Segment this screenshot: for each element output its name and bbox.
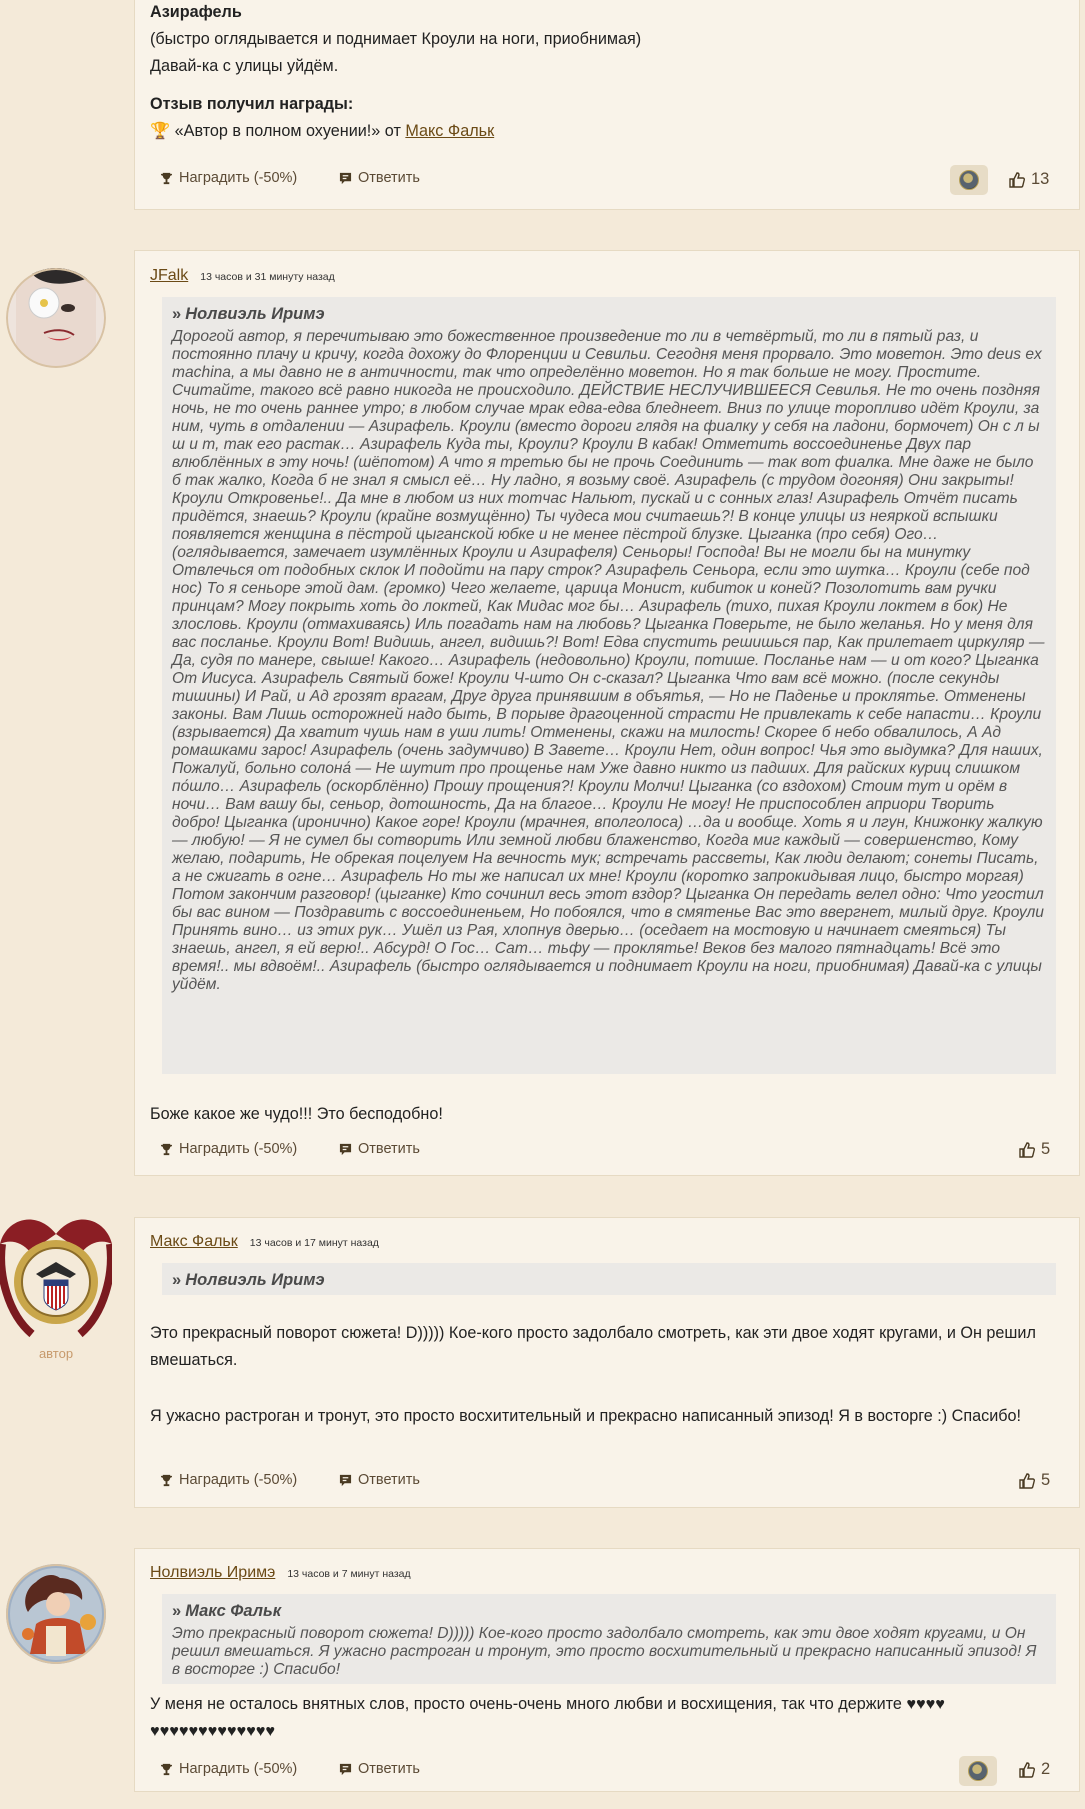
like-button[interactable] xyxy=(1019,1471,1050,1490)
quote-author-name: Макс Фальк xyxy=(185,1602,282,1620)
reply-label: Ответить xyxy=(358,1141,420,1157)
reply-button[interactable] xyxy=(339,1141,420,1157)
reply-icon xyxy=(339,172,352,185)
reply-label: Ответить xyxy=(358,1472,420,1488)
like-button[interactable] xyxy=(1009,170,1049,189)
comment-card xyxy=(134,1217,1080,1508)
timestamp: 13 часов и 31 минуту назад xyxy=(200,271,335,283)
awards-heading: Отзыв получил награды: xyxy=(150,95,354,113)
reply-icon xyxy=(339,1763,352,1776)
thumbs-up-icon xyxy=(1019,1142,1035,1158)
comment-card xyxy=(134,250,1080,1176)
comment-card xyxy=(134,1548,1080,1792)
like-count: 13 xyxy=(1031,170,1050,188)
like-button[interactable] xyxy=(1019,1760,1050,1779)
comment-line: Давай-ка с улицы уйдём. xyxy=(150,57,339,75)
quote-author: » Нолвиэль Иримэ xyxy=(172,1271,325,1289)
reply-label: Ответить xyxy=(358,1761,420,1777)
reward-label: Наградить (-50%) xyxy=(179,1141,298,1157)
reply-button[interactable] xyxy=(339,170,420,186)
reward-label: Наградить (-50%) xyxy=(179,170,298,186)
quote-author-name: Нолвиэль Иримэ xyxy=(185,305,325,323)
author-tag: автор xyxy=(38,1346,74,1361)
trophy-icon xyxy=(160,1143,173,1156)
comment-line: (быстро оглядывается и поднимает Кроули на ноги, приобнимая) xyxy=(150,30,642,48)
comment-header xyxy=(150,267,335,285)
award-from-link[interactable]: Макс Фальк xyxy=(405,122,495,140)
quote-text: Это прекрасный поворот сюжета! D))))) Кое-кого просто задолбало смотреть, как эти двое ходят кругами, и Он решил вмешаться. Я ужасно растроган и тронут, это просто восхитительный и прекрасно написанный эпизод! Я в восторге :) Спасибо! xyxy=(172,1625,1037,1678)
comment-text xyxy=(150,0,1055,80)
award-line xyxy=(150,118,1055,145)
comment-line: Азирафель xyxy=(150,3,242,21)
like-count: 2 xyxy=(1041,1760,1051,1778)
thumbs-up-icon xyxy=(1009,172,1025,188)
avatar[interactable] xyxy=(0,1214,112,1342)
comment-card xyxy=(134,0,1080,210)
thumbs-up-icon xyxy=(1019,1473,1035,1489)
trophy-icon xyxy=(160,1474,173,1487)
comment-header xyxy=(150,1233,379,1251)
awards-block xyxy=(150,91,1055,145)
reward-label: Наградить (-50%) xyxy=(179,1761,298,1777)
reply-button[interactable] xyxy=(339,1472,420,1488)
reward-button[interactable] xyxy=(160,1141,297,1157)
reply-label: Ответить xyxy=(358,170,420,186)
avatar[interactable] xyxy=(6,268,106,368)
comment-text: У меня не осталось внятных слов, просто очень-очень много любви и восхищения, так что держите ♥♥♥♥ ♥♥♥♥♥♥♥♥♥♥♥♥♥ xyxy=(150,1695,945,1740)
timestamp: 13 часов и 7 минут назад xyxy=(287,1568,411,1580)
reward-button[interactable] xyxy=(160,1472,297,1488)
award-text: «Автор в полном охуении!» от xyxy=(174,122,401,140)
reward-button[interactable] xyxy=(160,170,297,186)
username-link[interactable]: Нолвиэль Иримэ xyxy=(150,1564,276,1581)
username-link[interactable]: JFalk xyxy=(150,267,189,284)
reply-button[interactable] xyxy=(339,1761,420,1777)
quote-block xyxy=(162,1594,1056,1684)
like-count: 5 xyxy=(1041,1471,1051,1489)
medal-icon[interactable] xyxy=(950,165,988,195)
reply-icon xyxy=(339,1474,352,1487)
quote-author: » Макс Фальк xyxy=(172,1602,282,1620)
quote-text: Дорогой автор, я перечитываю это божественное произведение то ли в четвёртый, то ли в пятый раз, и постоянно плачу и кричу, когда дохожу до Флоренции и Севильи. Сегодня меня прорвало. Это моветон. Это deus ex machina, а мы давно не в античности, так что определённо моветон. Но я так больше не могу. Простите. Считайте, такого всё равно никогда не происходило. ДЕЙСТВИЕ НЕСЛУЧИВШЕЕСЯ Севилья. Не то очень поздняя ночь, не то очень раннее утро; в любом случае мрак едва-едва бледнеет. Вниз по улице торопливо идёт Кроули, за ним, чуть в отдалении — Азирафель. Кроули (вместо дороги глядя на фиалку у себя на ладони, бормочет) Он с л ы ш и т, так его растак… Азирафель Куда ты, Кроули? Кроули В кабак! Отметить воссоединенье Двух пар влюблённых в эту ночь! (шёпотом) А что я третью бы не прочь Соединить — так вот фиалка. Мне даже не было б так жалко, Когда б не знал я смысл её… Ну ладно, я возьму своё. Азирафель (с трудом догоняя) Они закрыты! Кроули Откровенье!.. Да мне в любом из них тотчас Нальют, пускай и с сонных глаз! Азирафель Отчёт писать придётся, знаешь? Кроули (крайне возмущённо) Ты чудеса мои считаешь?! В конце улицы из неяркой вспышки появляется женщина в пёстрой цыганской юбке и не менее пёстрой блузке. Цыганка (про себя) Ого… (оглядывается, замечает изумлённых Кроули и Азирафеля) Сеньоры! Господа! Вы не могли бы на минутку Отвлечься от подобных склок И подойти на пару строк? Азирафель Сеньора, если это шутка… Кроули (себе под нос) То я сеньоре этой дам. (громко) Чего желаете, царица Монист, кибиток и коней? Позолотить вам ручки принцам? Могу покрыть хоть до локтей, Как Мидас мог бы… Азирафель (тихо, пихая Кроули локтем в бок) Не злословь. Кроули (отмахиваясь) Иль погадать нам на любовь? Цыганка Поверьте, не было желанья. Но у меня для вас посланье. Кроули Вот! Видишь, ангел, видишь?! Вот! Едва спустить решишься пар, Как прилетает циркуляр — Да, судя по манере, свыше! Какого… Азирафель (недовольно) Кроули, потише. Посланье нам — и от кого? Цыганка От Иисуса. Азирафель Святый боже! Кроули Ч-што Он с-сказал? Цыганка Что вам всё можно. (после секунды тишины) И Рай, и Ад грозят врагам, Друг друга принявшим в объятья, — Но не Паденье и проклятье. Отменены законы. Вам Лишь осторожней надо быть, В порыве драгоценной страсти Не привлекать к себе напасти… Кроули (взрывается) Да хватит чушь нам в уши лить! Отменены, скажи на милость! Скорее б небо обвалилось, А Ад ромашками зарос! Азирафель (очень задумчиво) В Завете… Кроули Нет, один вопрос! Чья это выдумка? Для наших, Пожалуй, больно солона́ — Не шутит про прощенье нам Уже давно никто из падших. Для райских куриц слишком по́шло… Азирафель (оскорблённо) Прошу прощения?! Кроули Молчи! Цыганка (со вздохом) Стоим тут и орём в ночи… Вам вашу бы, сеньор, дотошность, Да на благое… Кроули Не могу! Не приспособлен априори Творить добро! Цыганка (иронично) Какое горе! Кроули (мрачнея, вполголоса) …да и вообще. Хоть я и лгун, Книжонку жалкую — любую! — Я не сумел бы сотворить Или земной любви блаженство, Когда миг каждый — совершенство, Кому желаю, подарить, Не обрекая поцелуем На вечность мук; встречать рассветы, Как люди делают; сонеты Писать, а не сжигать в огне… Азирафель Но ты же написал их мне! Кроули (коротко запрокидывая лицо, быстро моргая) Потом закончим разговор! (цыганке) Кто сочинил весь этот вздор? Цыганка Он передать велел одно: Что угостил бы вас вином — Поздравить с воссоединеньем, Но побоялся, что в смятенье Вас это ввергнет, милый друг. Кроули Принять вино… из этих рук… Ушёл из Рая, хлопнув дверью… (оседает на мостовую и начинает смеяться) Ты знаешь, ангел, я ей верю!.. Абсурд! О Гос… Сат… тьфу — проклятье! Веков без малого пятнадцать! Всё это время!.. мы вдвоём!.. Азирафель (быстро оглядывается и поднимает Кроули на ноги, приобнимая) Давай-ка с улицы уйдём. xyxy=(172,328,1045,993)
thumbs-up-icon xyxy=(1019,1762,1035,1778)
like-button[interactable] xyxy=(1019,1140,1050,1159)
quote-block xyxy=(162,297,1056,1074)
comment-paragraph: Это прекрасный поворот сюжета! D))))) Кое-кого просто задолбало смотреть, как эти двое ходят кругами, и Он решил вмешаться. xyxy=(150,1324,1036,1369)
reply-icon xyxy=(339,1143,352,1156)
quote-block xyxy=(162,1263,1056,1295)
comment-header xyxy=(150,1564,411,1582)
avatar[interactable] xyxy=(6,1564,106,1664)
username-link[interactable]: Макс Фальк xyxy=(150,1233,238,1250)
timestamp: 13 часов и 17 минут назад xyxy=(249,1237,379,1249)
reward-button[interactable] xyxy=(160,1761,297,1777)
trophy-icon: 🏆 xyxy=(150,122,171,140)
reward-label: Наградить (-50%) xyxy=(179,1472,298,1488)
trophy-icon xyxy=(160,1763,173,1776)
quote-author: » Нолвиэль Иримэ xyxy=(172,305,325,323)
quote-author-name: Нолвиэль Иримэ xyxy=(185,1271,325,1289)
medal-icon[interactable] xyxy=(959,1756,997,1786)
like-count: 5 xyxy=(1041,1140,1051,1158)
trophy-icon xyxy=(160,172,173,185)
comment-paragraph: Я ужасно растроган и тронут, это просто восхитительный и прекрасно написанный эпизод! Я в восторге :) Спасибо! xyxy=(150,1407,1022,1425)
comment-text: Боже какое же чудо!!! Это бесподобно! xyxy=(150,1105,443,1123)
